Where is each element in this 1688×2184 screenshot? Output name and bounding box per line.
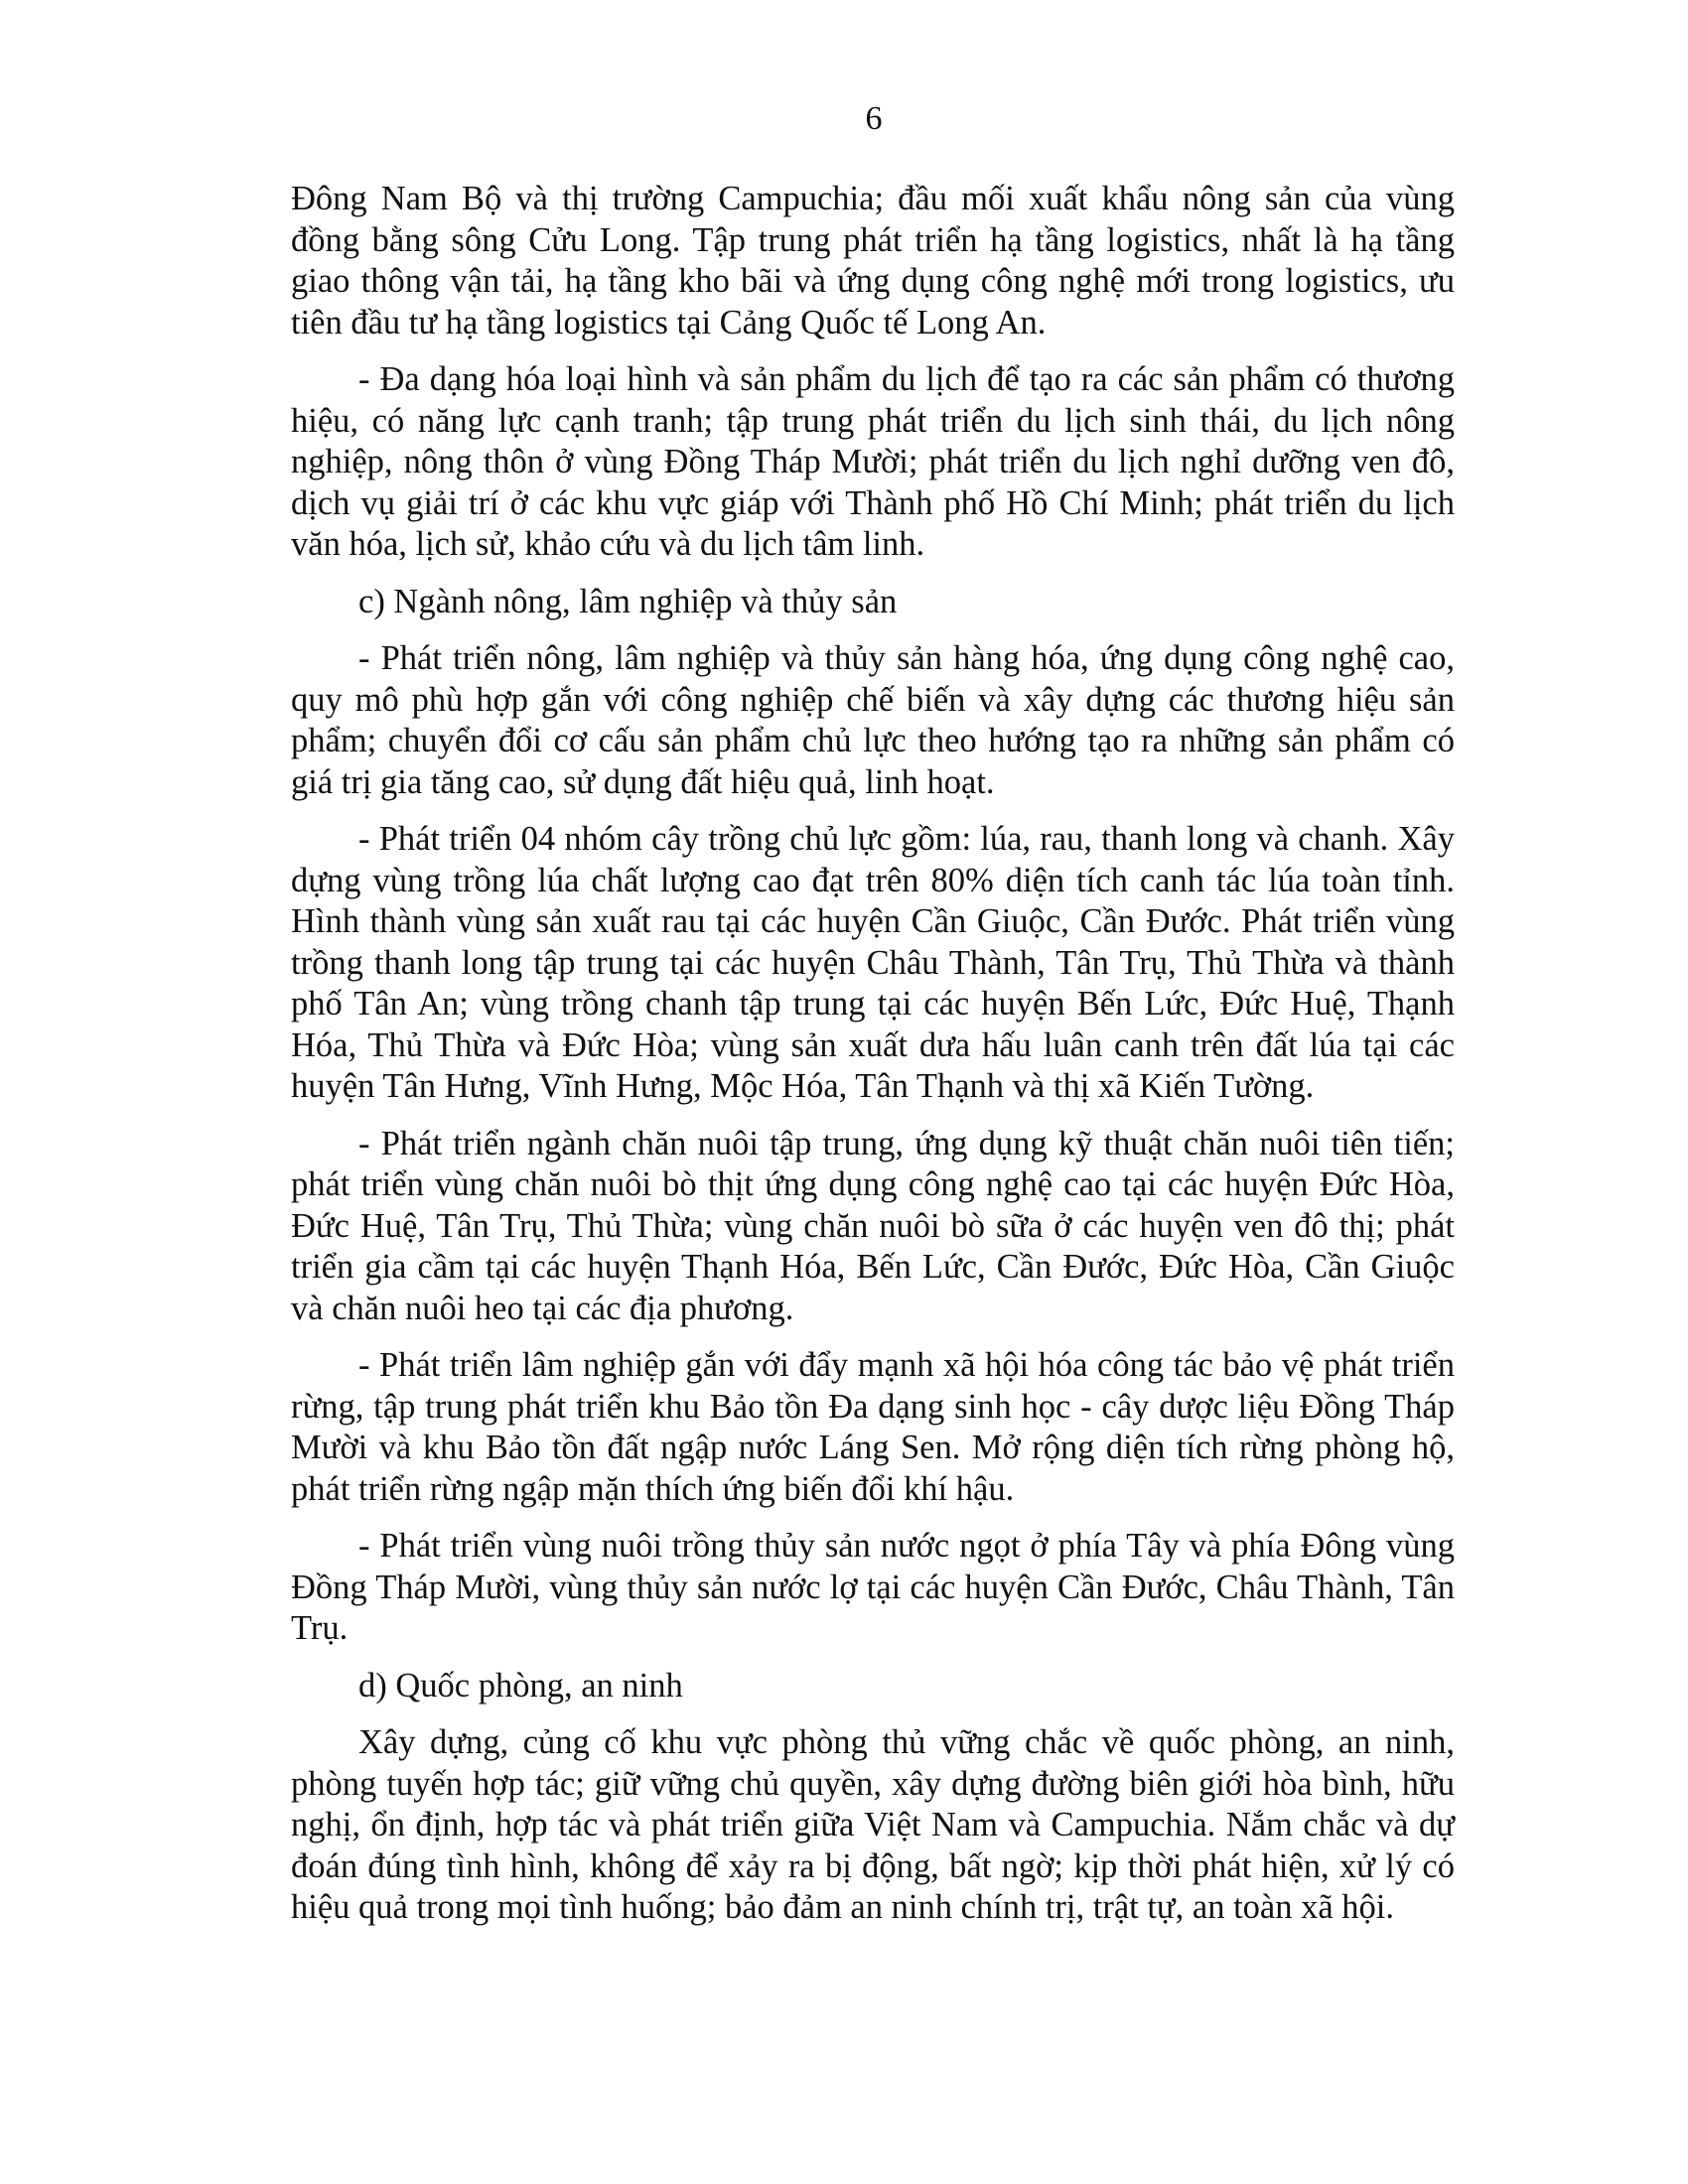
paragraph-aquaculture: - Phát triển vùng nuôi trồng thủy sản nước ngọt ở phía Tây và phía Đông vùng Đồng Tháp Mười, vùng thủy sản nước lợ tại các huyện Cần Đước, Châu Thành, Tân Trụ. (291, 1527, 1455, 1647)
paragraph-defense: Xây dựng, củng cố khu vực phòng thủ vững chắc về quốc phòng, an ninh, phòng tuyến hợp tác; giữ vững chủ quyền, xây dựng đường biên giới hòa bình, hữu nghị, ổn định, hợp tác và phát triển giữa Việt Nam và Campuchia. Nắm chắc và dự đoán đúng tình hình, không để xảy ra bị động, bất ngờ; kịp thời phát hiện, xử lý có hiệu quả trong mọi tình huống; bảo đảm an ninh chính trị, trật tự, an toàn xã hội. (291, 1723, 1455, 1926)
section-heading-defense: d) Quốc phòng, an ninh (358, 1666, 683, 1705)
paragraph-tourism: - Đa dạng hóa loại hình và sản phẩm du lịch để tạo ra các sản phẩm có thương hiệu, có năng lực cạnh tranh; tập trung phát triển du lịch sinh thái, du lịch nông nghiệp, nông thôn ở vùng Đồng Tháp Mười; phát triển du lịch nghỉ dưỡng ven đô, dịch vụ giải trí ở các khu vực giáp với Thành phố Hồ Chí Minh; phát triển du lịch văn hóa, lịch sử, khảo cứu và du lịch tâm linh. (291, 360, 1455, 563)
paragraph-logistics: Đông Nam Bộ và thị trường Campuchia; đầu mối xuất khẩu nông sản của vùng đồng bằng sông Cửu Long. Tập trung phát triển hạ tầng logistics, nhất là hạ tầng giao thông vận tải, hạ tầng kho bãi và ứng dụng công nghệ mới trong logistics, ưu tiên đầu tư hạ tầng logistics tại Cảng Quốc tế Long An. (291, 180, 1455, 341)
paragraph-forestry: - Phát triển lâm nghiệp gắn với đẩy mạnh xã hội hóa công tác bảo vệ phát triển rừng, tập trung phát triển khu Bảo tồn Đa dạng sinh học - cây dược liệu Đồng Tháp Mười và khu Bảo tồn đất ngập nước Láng Sen. Mở rộng diện tích rừng phòng hộ, phát triển rừng ngập mặn thích ứng biến đổi khí hậu. (291, 1346, 1455, 1508)
paragraph-crops: - Phát triển 04 nhóm cây trồng chủ lực gồm: lúa, rau, thanh long và chanh. Xây dựng vùng trồng lúa chất lượng cao đạt trên 80% diện tích canh tác lúa toàn tỉnh. Hình thành vùng sản xuất rau tại các huyện Cần Giuộc, Cần Đước. Phát triển vùng trồng thanh long tập trung tại các huyện Châu Thành, Tân Trụ, Thủ Thừa và thành phố Tân An; vùng trồng chanh tập trung tại các huyện Bến Lức, Đức Huệ, Thạnh Hóa, Thủ Thừa và Đức Hòa; vùng sản xuất dưa hấu luân canh trên đất lúa tại các huyện Tân Hưng, Vĩnh Hưng, Mộc Hóa, Tân Thạnh và thị xã Kiến Tường. (291, 820, 1455, 1105)
paragraph-livestock: - Phát triển ngành chăn nuôi tập trung, ứng dụng kỹ thuật chăn nuôi tiên tiến; phát triển vùng chăn nuôi bò thịt ứng dụng công nghệ cao tại các huyện Đức Hòa, Đức Huệ, Tân Trụ, Thủ Thừa; vùng chăn nuôi bò sữa ở các huyện ven đô thị; phát triển gia cầm tại các huyện Thạnh Hóa, Bến Lức, Cần Đước, Đức Hòa, Cần Giuộc và chăn nuôi heo tại các địa phương. (291, 1124, 1455, 1327)
page-number: 6 (865, 100, 883, 137)
section-heading-agriculture: c) Ngành nông, lâm nghiệp và thủy sản (358, 582, 898, 620)
paragraph-agriculture-general: - Phát triển nông, lâm nghiệp và thủy sản hàng hóa, ứng dụng công nghệ cao, quy mô phù hợp gắn với công nghiệp chế biến và xây dựng các thương hiệu sản phẩm; chuyển đổi cơ cấu sản phẩm chủ lực theo hướng tạo ra những sản phẩm có giá trị gia tăng cao, sử dụng đất hiệu quả, linh hoạt. (291, 639, 1455, 801)
document-body (291, 179, 1455, 1945)
